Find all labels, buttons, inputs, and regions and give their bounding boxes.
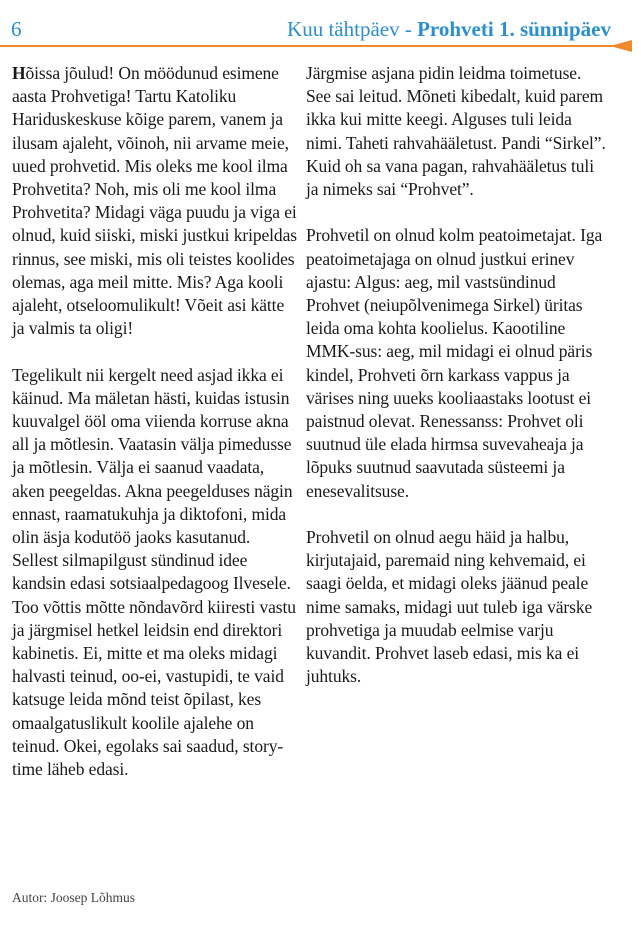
- header-rule: [0, 45, 622, 47]
- article-paragraph: Prohvetil on olnud aegu häid ja halbu, kirjutajaid, paremaid ning kehvemaid, ei saagi öelda, et midagi oleks jäänud peale nime samaks, midagi uut tuleb iga värske prohvetiga ja muudab eelmise varju kuvandit. Prohvet laseb edasi, mis ka ei juhtuks.: [306, 527, 593, 687]
- issue-title: Prohveti 1. sünnipäev: [417, 17, 611, 41]
- article-paragraph: [12, 62, 298, 340]
- header-title: [287, 17, 611, 42]
- section-name: Kuu tähtpäev: [287, 17, 400, 41]
- article-paragraph: Tegelikult nii kergelt need asjad ikka ei käinud. Ma mäletan hästi, kuidas istusin kuuvalgel ööl oma viienda korruse akna all ja mõtlesin. Vaatasin välja pimedusse ja mõtlesin. Välja ei saanud vaadata, aken peegeldas. Akna peegelduses nägin ennast, raamatukuhja ja diktofoni, mida olin äsja kodutöö jaoks kasutanud. Sellest silmapilgust sündinud idee kandsin edasi sotsiaalpedagoog Ilvesele. Too võttis mõtte nõndavõrd kiiresti vastu ja järgmisel hetkel leidsin end direktori kabinetis. Ei, mitte et ma oleks midagi halvasti teinud, oo-ei, vastupidi, te vaid katsuge leida mõnd teist õpilast, kes omaalgatuslikult koolile ajalehe on teinud. Okei, egolaks sai saadud, story-time läheb edasi.: [12, 364, 296, 780]
- right-column: [306, 62, 606, 712]
- article-paragraph: Prohvetil on olnud kolm peatoimetajat. Iga peatoimetajaga on olnud justkui erinev ajastu: Algus: aeg, mil vastsündinud Prohvet (neiupõlvenimega Sirkel) üritas leida oma kohta koolielus. Kaootiline MMK-sus: aeg, mil midagi ei olnud päris kindel, Prohveti õrn karkass vappus ja värises ning uueks kooliaastaks lootust ei paistnud olevat. Renessanss: Prohvet oli suutnud üle elada hirmsa suvevaheaja ja lõpuks suutnud saavutada süsteemi ja enesevalitsuse.: [306, 225, 603, 501]
- article-paragraph: Järgmise asjana pidin leidma toimetuse. See sai leitud. Mõneti kibedalt, kuid parem ikka kui mitte keegi. Alguses tuli leida nimi. Taheti rahvahääletust. Pandi “Sirkel”. Kuid oh sa vana pagan, rahvahääletus tuli ja nimeks sai “Prohvet”.: [306, 63, 606, 200]
- title-separator: -: [399, 17, 418, 41]
- page-header: [0, 0, 641, 54]
- drop-cap: H: [12, 63, 26, 83]
- author-credit: Autor: Joosep Lõhmus: [12, 890, 135, 905]
- header-arrow-icon: [610, 40, 632, 52]
- page-number: 6: [11, 17, 22, 41]
- paragraph-text: õissa jõulud! On möödunud esimene aasta Prohvetiga! Tartu Katoliku Hariduskeskuse kõige parem, vanem ja ilusam ajaleht, võinoh, nii arvame meie, uued prohvetid. Mis oleks me kool ilma Prohvetita? Noh, mis oli me kool ilma Prohvetita? Midagi väga puudu ja viga ei olnud, kuid siiski, miski justkui kripeldas rinnus, see miski, mis oli teistes koolides olemas, aga meil mitte. Mis? Aga kooli ajaleht, otseloomulikult! Võeit asi kätte ja valmis ta oligi!: [12, 63, 297, 339]
- left-column: [12, 62, 298, 804]
